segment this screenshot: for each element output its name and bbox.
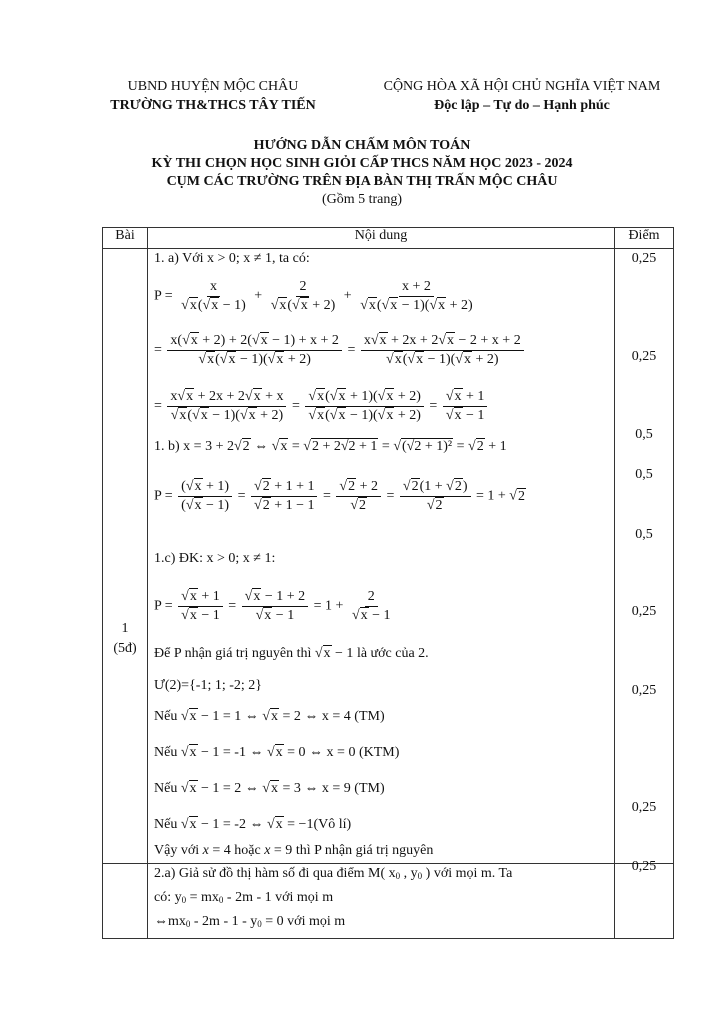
- score-1b-1: 0,5: [635, 467, 653, 482]
- document-title: [0, 137, 724, 209]
- bai-2-cell: [103, 864, 148, 939]
- table-row-bai-1: [103, 249, 674, 864]
- formula-step-3: = $\frac{x√x + 2x + 2√x + x}{√x(√x - 1)(√x + 2)}$ = $\frac{√x(√x + 1)(√x + 2)}{√x(√x - 1)(√x + 2)}$ = $\frac{√x + 1}{√x - 1}$: [154, 389, 489, 424]
- title-line-3: CỤM CÁC TRƯỜNG TRÊN ĐỊA BÀN THỊ TRẤN MỘC CHÂU: [166, 174, 558, 189]
- score-1a-1: 0,25: [631, 251, 657, 266]
- integer-condition-tail: là ước của 2.: [356, 646, 429, 661]
- q2a-line-2: có: $y_0 = mx_0 - 2m - 1$ với mọi m: [154, 890, 334, 905]
- q2a-text-7: - 2m - 1 - y: [190, 914, 258, 929]
- score-1c-2: 0,25: [631, 683, 657, 698]
- bai-2-content: [148, 864, 615, 939]
- bai-points: (5đ): [113, 641, 137, 656]
- integer-condition-text: Để P nhận giá trị nguyên thì: [154, 646, 312, 661]
- q2a-text-5: - 2m - 1 với mọi m: [223, 890, 334, 905]
- case-4: Nếu √x − 1 = -2 ⇔ √x = −1(Vô lí): [154, 817, 352, 832]
- conclusion-pre: Vậy với: [154, 843, 200, 858]
- bai-1-scores: [615, 249, 674, 874]
- q2a-text-8: = 0 với mọi m: [261, 914, 346, 929]
- q2a-text-6: ⇔mx: [154, 914, 186, 929]
- formula-part-1b-p: P = $\frac{(√x + 1)}{(√x - 1)}$ = $\frac{√2 + 1 + 1}{√2 + 1 - 1}$ = $\frac{√2 + 2}{√2}$ = $\frac{√2(1 + √2)}{√2}$ = 1 + √2: [154, 479, 525, 513]
- conclusion-mid: hoặc: [234, 843, 261, 858]
- formula-p-definition: P = $\frac{x}{√x(√x - 1)}$ + $\frac{2}{√x(√x + 2)}$ + $\frac{x + 2}{√x(√x - 1)(√x + 2)}$: [154, 279, 473, 313]
- bai-number-value: 1: [121, 621, 129, 636]
- formula-part-1c: P = $\frac{√x + 1}{√x - 1}$ = $\frac{√x - 1 + 2}{√x - 1}$ = 1 + $\frac{2}{√x - 1}$: [154, 589, 391, 623]
- conclusion-post: thì P nhận giá trị nguyên: [295, 843, 434, 858]
- score-1c-4: 0,25: [631, 859, 657, 874]
- q2a-line-1: 2.a) Giả sử đồ thị hàm số đi qua điểm M( $x_0$ , $y_0$ ) với mọi m. Ta: [154, 866, 513, 881]
- q2a-text-2: ) với mọi m. Ta: [425, 866, 513, 881]
- case-label: Nếu: [154, 709, 178, 724]
- case-label: Nếu: [154, 745, 178, 760]
- school-name: TRƯỜNG TH&THCS TÂY TIẾN: [110, 98, 316, 113]
- divisors-of-2: Ư(2)={-1; 1; -2; 2}: [154, 678, 263, 693]
- score-1c-3: 0,25: [631, 800, 657, 815]
- q2a-text-1: 2.a) Giả sử đồ thị hàm số đi qua điểm M(: [154, 866, 386, 881]
- part-1a-intro: 1. a) Với x > 0; x ≠ 1, ta có:: [154, 251, 310, 266]
- page-count: (Gồm 5 trang): [321, 192, 403, 207]
- case-1: Nếu √x − 1 = 1 ⇔ √x = 2 ⇔ x = 4 (TM): [154, 709, 385, 724]
- part-1c-condition: 1.c) ĐK: x > 0; x ≠ 1:: [154, 551, 276, 566]
- case-label: Nếu: [154, 817, 178, 832]
- title-line-2: KỲ THI CHỌN HỌC SINH GIỎI CẤP THCS NĂM HỌC 2023 - 2024: [151, 156, 573, 171]
- district-name: UBND HUYỆN MỘC CHÂU: [127, 79, 299, 94]
- score-1a-2: 0,25: [631, 349, 657, 364]
- grading-table: [102, 227, 674, 939]
- case-3: Nếu √x − 1 = 2 ⇔ √x = 3 ⇔ x = 9 (TM): [154, 781, 385, 796]
- motto: Độc lập – Tự do – Hạnh phúc: [434, 98, 610, 113]
- q2a-line-3: $\Leftrightarrow mx_0 - 2m - 1 - y_0 = 0$ với mọi m: [154, 914, 346, 929]
- score-1c-1: 0,25: [631, 604, 657, 619]
- header-diem: Điểm: [615, 228, 674, 249]
- header-left: [88, 77, 338, 115]
- score-1a-3: 0,5: [635, 427, 653, 442]
- table-header-row: [103, 228, 674, 249]
- title-line-1: HƯỚNG DẪN CHẤM MÔN TOÁN: [253, 138, 471, 153]
- header-bai: Bài: [103, 228, 148, 249]
- formula-step-2: = $\frac{x(√x + 2) + 2(√x - 1) + x + 2}{√x(√x - 1)(√x + 2)}$ = $\frac{x√x + 2x + 2√x - 2 + x + 2}{√x(√x - 1)(√x + 2)}$: [154, 333, 526, 368]
- part-1b-label: 1. b): [154, 439, 180, 454]
- bai-1-cell: [103, 249, 148, 864]
- country-name: CỘNG HÒA XÃ HỘI CHỦ NGHĨA VIỆT NAM: [383, 79, 661, 94]
- header-right: [352, 77, 692, 115]
- header-noi-dung: Nội dung: [148, 228, 615, 249]
- q2a-text-3: có: y: [154, 890, 182, 905]
- case-label: Nếu: [154, 781, 178, 796]
- q2a-text-4: = mx: [186, 890, 219, 905]
- case-2: Nếu √x − 1 = -1 ⇔ √x = 0 ⇔ x = 0 (KTM): [154, 745, 400, 760]
- score-1b-2: 0,5: [635, 527, 653, 542]
- table-row-bai-2: [103, 864, 674, 939]
- bai-number: [103, 619, 147, 659]
- integer-condition: Để P nhận giá trị nguyên thì √x − 1 là ước của 2.: [154, 646, 429, 661]
- conclusion: Vậy với x = 4 hoặc x = 9 thì P nhận giá trị nguyên: [154, 843, 434, 858]
- bai-1-content: [148, 249, 615, 864]
- formula-part-1b-x: 1. b) x = 3 + 2√2 ⇔ √x = √2 + 2√2 + 1 = √(√2 + 1)² = √2 + 1: [154, 439, 507, 454]
